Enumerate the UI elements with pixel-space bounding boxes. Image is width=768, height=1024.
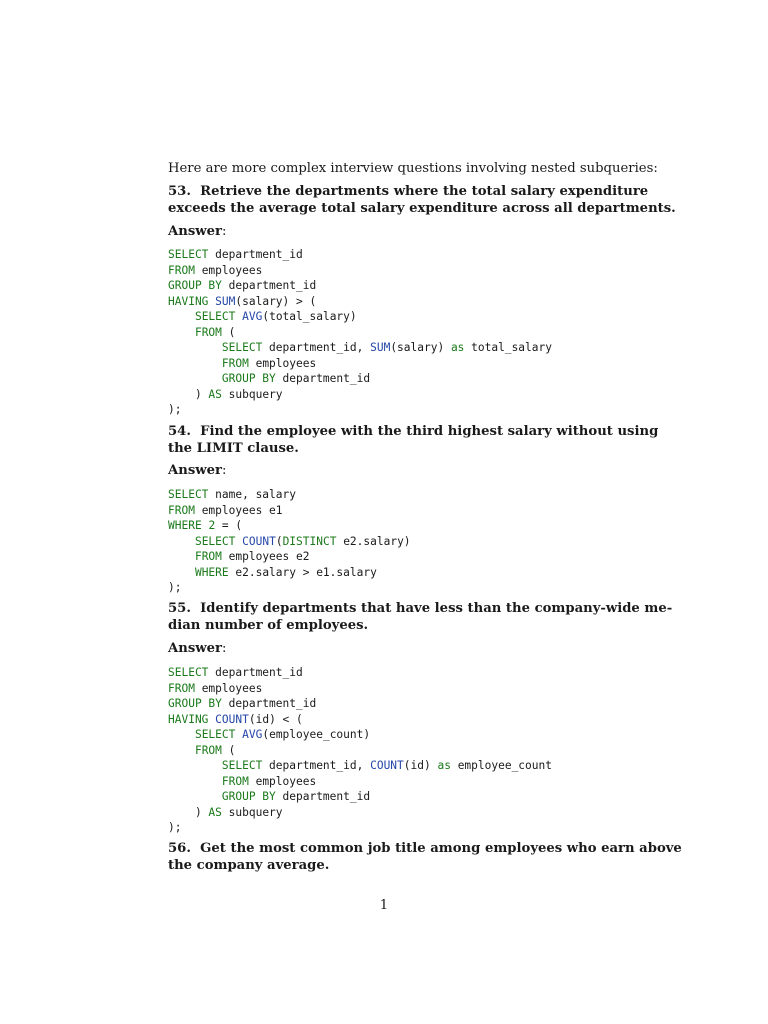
code-line: GROUP BY department_id	[168, 279, 317, 292]
page-number: 1	[379, 898, 389, 913]
question-54-text-1: Find the employee with the third highest salary without using	[200, 424, 659, 439]
code-line: SELECT name, salary	[168, 488, 296, 501]
code-line: SELECT COUNT(DISTINCT e2.salary)	[194, 534, 411, 548]
question-53	[168, 184, 676, 217]
code-line: FROM employees	[168, 681, 263, 695]
code-line: SELECT AVG(total_salary)	[194, 310, 357, 323]
question-55-text-1: Identify departments that have less than the company-wide me-	[200, 601, 673, 616]
code-block-55	[168, 665, 552, 836]
answer-label-54: Answer:	[168, 463, 227, 478]
code-line: FROM (	[194, 743, 236, 757]
question-56-line2: the company average.	[168, 857, 330, 873]
question-54-number: 54.	[168, 424, 191, 439]
code-line: ) AS subquery	[168, 805, 283, 819]
code-line: GROUP BY department_id	[168, 697, 317, 710]
code-block-53	[168, 247, 552, 418]
code-line: FROM employees e2	[194, 550, 310, 563]
code-line: GROUP BY department_id	[221, 790, 371, 803]
question-53-line2: exceeds the average total salary expenditure across all departments.	[168, 200, 676, 216]
question-55-line1	[168, 601, 673, 618]
code-line: SELECT department_id	[168, 248, 303, 261]
code-line: FROM employees	[221, 356, 317, 370]
question-56-line1	[168, 841, 682, 858]
code-line: FROM (	[194, 325, 236, 339]
code-block-54	[168, 487, 411, 596]
question-54-line1	[168, 424, 659, 441]
question-56	[168, 841, 682, 874]
code-line: FROM employees e1	[168, 503, 283, 517]
question-56-text-1: Get the most common job title among employees who earn above	[200, 841, 682, 856]
answer-label-53: Answer:	[168, 224, 227, 239]
code-line: GROUP BY department_id	[221, 372, 371, 385]
question-54-line2: the LIMIT clause.	[168, 440, 299, 456]
code-line: HAVING COUNT(id) < (	[168, 712, 303, 726]
code-line: SELECT department_id	[168, 666, 303, 679]
question-54	[168, 424, 659, 457]
question-55	[168, 601, 673, 634]
question-56-number: 56.	[168, 841, 191, 856]
code-line: );	[168, 581, 182, 594]
code-line: HAVING SUM(salary) > (	[168, 294, 317, 308]
question-55-number: 55.	[168, 601, 191, 616]
code-line: FROM employees	[168, 263, 263, 277]
code-line: FROM employees	[221, 774, 317, 788]
intro-text: Here are more complex interview questions involving nested subqueries:	[168, 161, 658, 176]
question-55-line2: dian number of employees.	[168, 617, 369, 633]
question-53-text-1: Retrieve the departments where the total salary expenditure	[200, 184, 649, 199]
code-line: SELECT department_id, COUNT(id) as employee_count	[221, 759, 552, 772]
code-line: ) AS subquery	[168, 387, 283, 401]
code-line: );	[168, 821, 182, 834]
answer-label-55: Answer:	[168, 641, 227, 656]
code-line: WHERE e2.salary > e1.salary	[194, 565, 377, 579]
code-line: WHERE 2 = (	[168, 519, 243, 532]
code-line: );	[168, 403, 182, 416]
code-line: SELECT department_id, SUM(salary) as total_salary	[221, 341, 552, 354]
question-53-number: 53.	[168, 184, 191, 199]
code-line: SELECT AVG(employee_count)	[194, 728, 371, 741]
question-53-line1	[168, 184, 649, 201]
